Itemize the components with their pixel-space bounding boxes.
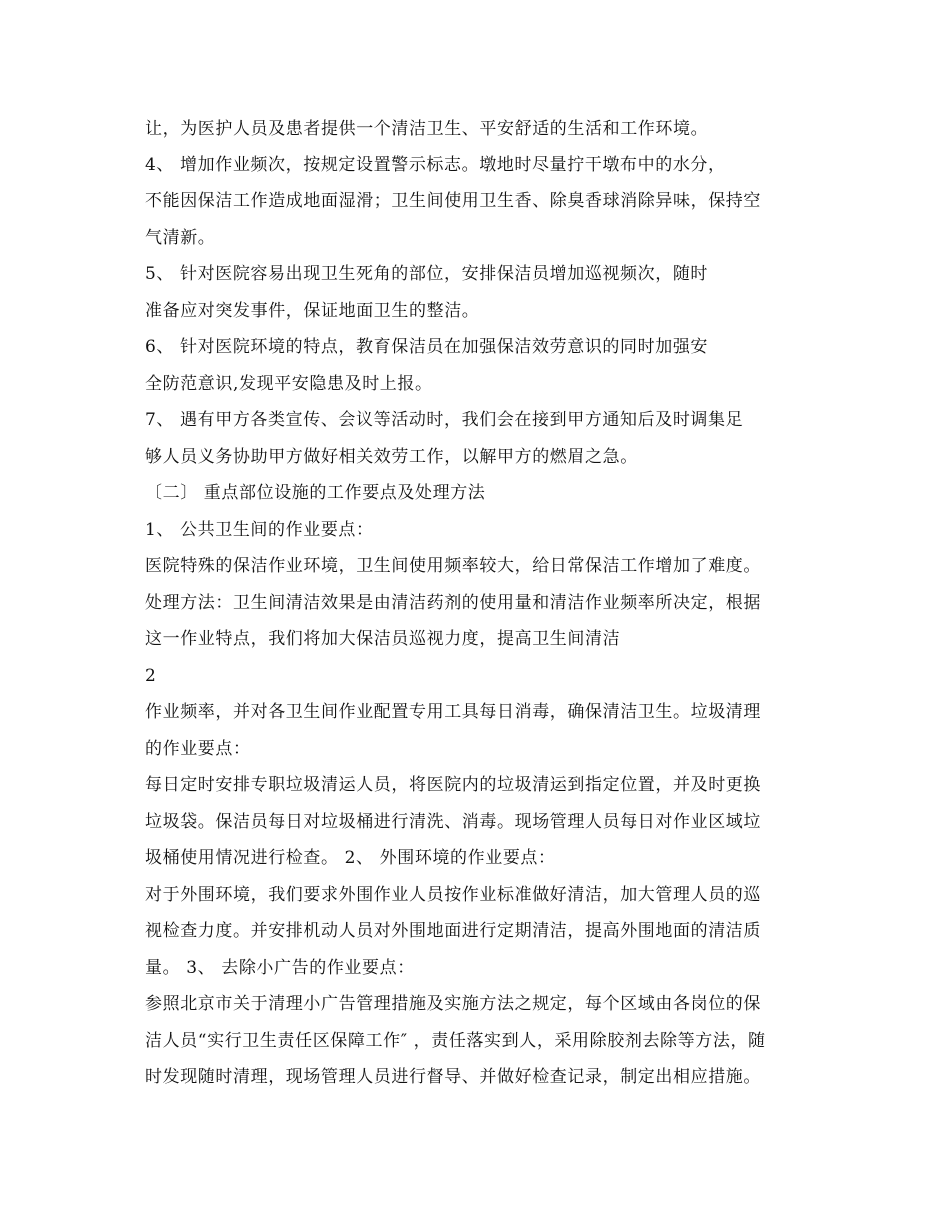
text-line: 量。 3、 去除小广告的作业要点： [145, 958, 415, 978]
text-line: 圾桶使用情况进行检查。 2、 外围环境的作业要点： [145, 848, 556, 868]
text-line: 气清新。 [145, 228, 216, 248]
text-line: 参照北京市关于清理小广告管理措施及实施方法之规定，每个区域由各岗位的保 [145, 994, 761, 1014]
text-line: 时发现随时清理，现场管理人员进行督导、并做好检查记录，制定出相应措施。 [145, 1067, 761, 1087]
text-line: 的作业要点： [145, 739, 251, 759]
text-line: 够人员义务协助甲方做好相关效劳工作，以解甲方的燃眉之急。 [145, 447, 638, 467]
text-line: 垃圾袋。保洁员每日对垃圾桶进行清洗、消毒。现场管理人员每日对作业区域垃 [145, 812, 761, 832]
text-line: 7、 遇有甲方各类宣传、会议等活动时，我们会在接到甲方通知后及时调集足 [145, 410, 744, 430]
text-line: 准备应对突发事件，保证地面卫生的整洁。 [145, 301, 480, 321]
text-line: 让，为医护人员及患者提供一个清洁卫生、平安舒适的生活和工作环境。 [145, 119, 709, 139]
text-line: 1、 公共卫生间的作业要点： [145, 520, 374, 540]
text-line: 医院特殊的保洁作业环境，卫生间使用频率较大，给日常保洁工作增加了难度。 [145, 556, 761, 576]
text-line: 每日定时安排专职垃圾清运人员，将医院内的垃圾清运到指定位置，并及时更换 [145, 775, 761, 795]
text-line: 6、 针对医院环境的特点，教育保洁员在加强保洁效劳意识的同时加强安 [145, 337, 709, 357]
text-line: 这一作业特点，我们将加大保洁员巡视力度，提高卫生间清洁 [145, 629, 621, 649]
text-line: 作业频率，并对各卫生间作业配置专用工具每日消毒，确保清洁卫生。垃圾清理 [145, 702, 761, 722]
text-line: 对于外围环境，我们要求外围作业人员按作业标准做好清洁，加大管理人员的巡 [145, 885, 761, 905]
page-number: 2 [145, 666, 157, 686]
text-line: 洁人员“实行卫生责任区保障工作″ ，责任落实到人，采用除胶剂去除等方法，随 [145, 1031, 766, 1051]
text-line: 不能因保洁工作造成地面湿滑；卫生间使用卫生香、除臭香球消除异味，保持空 [145, 191, 761, 211]
text-line: 4、 增加作业频次，按规定设置警示标志。墩地时尽量拧干墩布中的水分， [145, 155, 726, 175]
text-line: 处理方法：卫生间清洁效果是由清洁药剂的使用量和清洁作业频率所决定，根据 [145, 593, 761, 613]
text-line: 视检查力度。并安排机动人员对外围地面进行定期清洁，提高外围地面的清洁质 [145, 921, 761, 941]
text-line: 全防范意识,发现平安隐患及时上报。 [145, 374, 433, 394]
text-line: 5、 针对医院容易出现卫生死角的部位，安排保洁员增加巡视频次，随时 [145, 264, 709, 284]
section-heading: 〔二〕 重点部位设施的工作要点及处理方法 [145, 483, 486, 503]
